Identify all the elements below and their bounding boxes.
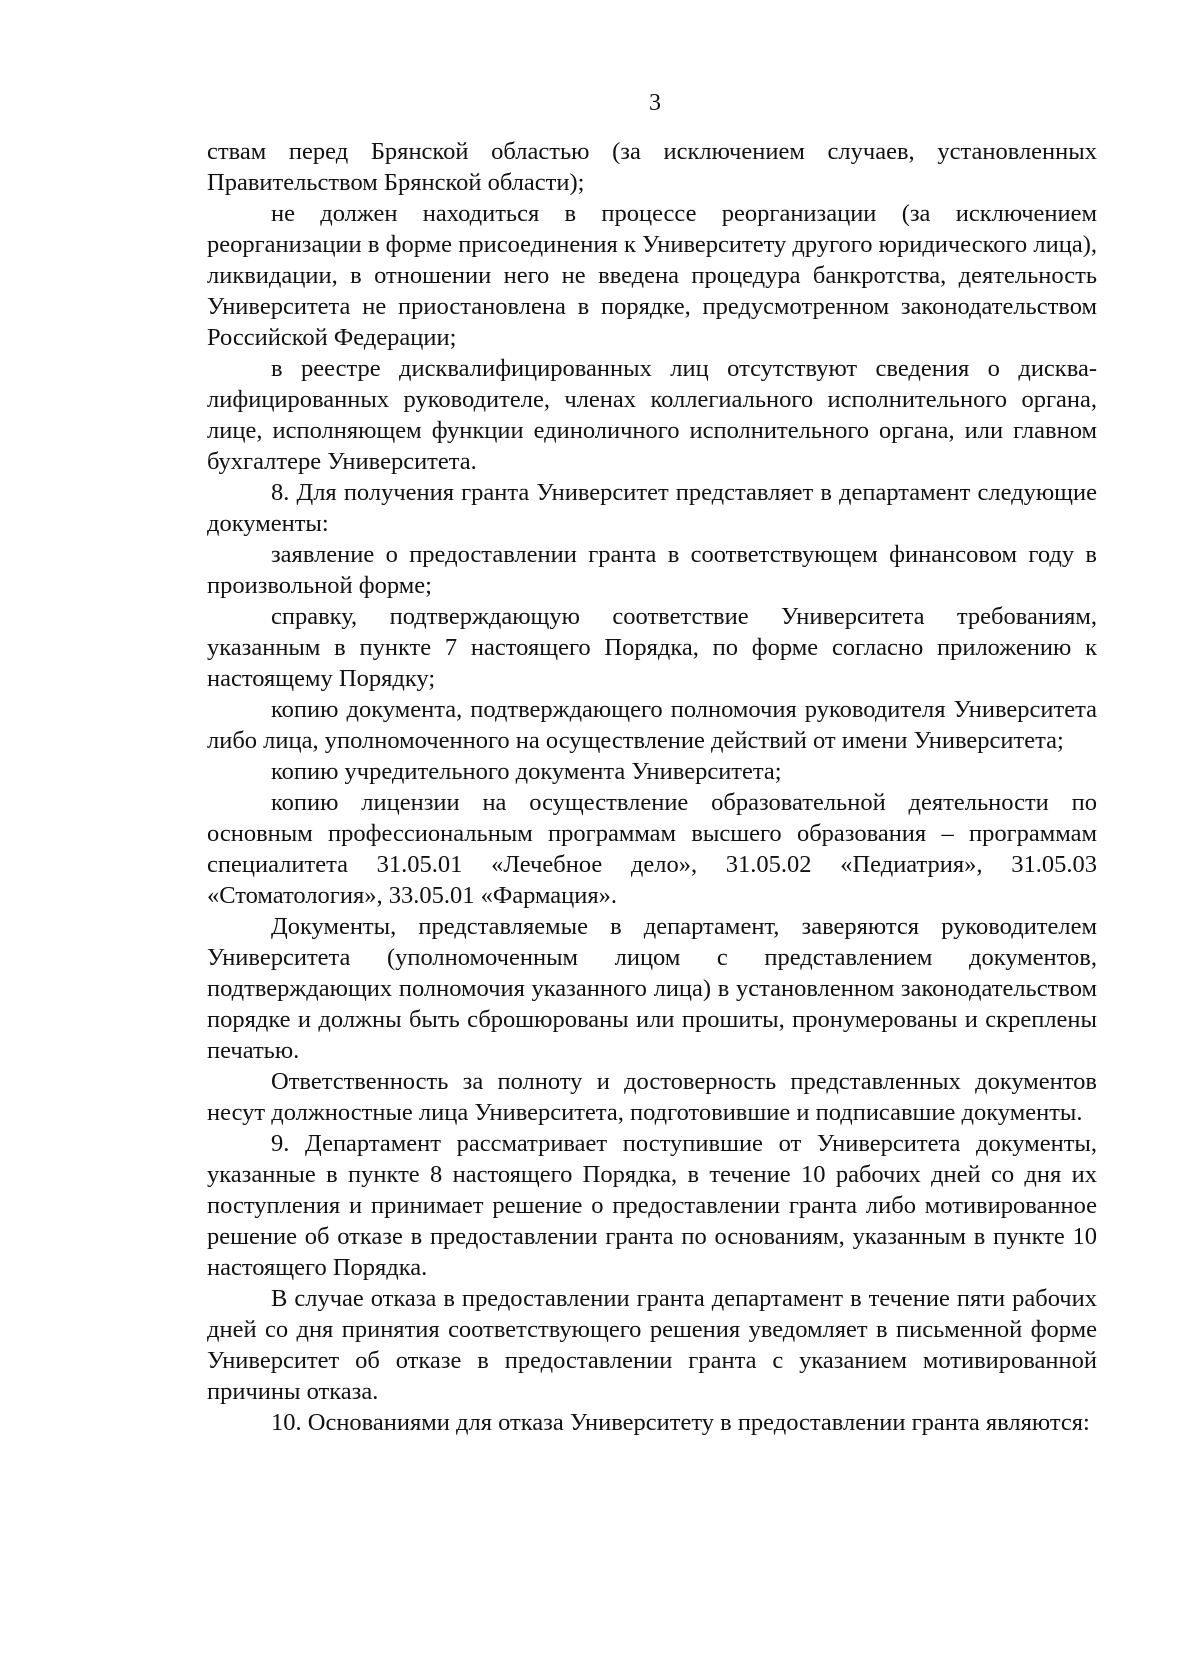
paragraph-application: заявление о предоставлении гранта в соответствующем финансовом году в произвольной форме; — [207, 541, 1097, 599]
paragraph-item-9: 9. Департамент рассматривает поступившие от Университета документы, указанные в пункте 8 настоящего Порядка, в течение 10 рабочих дней со дня их поступления и принимает решение о предоставлении гранта либо мотивированное решение об отказе в предоставлении гранта по основаниям, указанным в пункте 10 настоящего Порядка. — [207, 1130, 1097, 1281]
paragraph-certification: Документы, представляемые в департамент, заверяются руководителем Университета (уполномоченным лицом с представлением документов, подтверждающих полномочия указанного лица) в установленном законодательством порядке и должны быть сброшюрованы или прошиты, пронумерованы и скреплены печатью. — [207, 913, 1097, 1064]
paragraph-license: копию лицензии на осуществление образовательной деятельности по основным профессиональным программам высшего образования – программам специалитета 31.05.01 «Лечебное дело», 31.05.02 «Педиатрия», 31.05.03 «Стоматология», 33.05.01 «Фармация». — [207, 789, 1097, 909]
paragraph-reorganization: не должен находиться в процессе реорганизации (за исключением реорганизации в форме присоединения к Университету другого юридического лица), ликвидации, в отношении него не введена процедура банкротства, деятельность Университета не приостановлена в порядке, предусмотренном законодательством Российской Федерации; — [207, 200, 1097, 351]
page-number: 3 — [649, 90, 661, 116]
paragraph-founding-document: копию учредительного документа Университета; — [271, 758, 782, 785]
paragraph-certificate: справку, подтверждающую соответствие Университета требованиям, указанным в пункте 7 настоящего Порядка, по форме согласно приложению к настоящему Порядку; — [207, 603, 1097, 692]
paragraph-disqualified-registry: в реестре дисквалифицированных лиц отсутствуют сведения о дисква-лифицированных руководителе, членах коллегиального исполнительного органа, лице, исполняющем функции единоличного исполнительного органа, или главном бухгалтере Университета. — [207, 355, 1097, 475]
paragraph-refusal-notice: В случае отказа в предоставлении гранта департамент в течение пяти рабочих дней со дня принятия соответствующего решения уведомляет в письменной форме Университет об отказе в предоставлении гранта с указанием мотивированной причины отказа. — [207, 1285, 1097, 1405]
paragraph-item-10: 10. Основаниями для отказа Университету в предоставлении гранта являются: — [271, 1409, 1090, 1436]
paragraph-continuation: ствам перед Брянской областью (за исключением случаев, установленных Правительством Брянской области); — [207, 138, 1097, 196]
paragraph-responsibility: Ответственность за полноту и достоверность представленных документов несут должностные лица Университета, подготовившие и подписавшие документы. — [207, 1068, 1097, 1126]
paragraph-item-8: 8. Для получения гранта Университет представляет в департамент следующие документы: — [207, 479, 1097, 537]
paragraph-authority-copy: копию документа, подтверждающего полномочия руководителя Университета либо лица, уполномоченного на осуществление действий от имени Университета; — [207, 696, 1097, 754]
document-body — [207, 136, 1097, 1438]
